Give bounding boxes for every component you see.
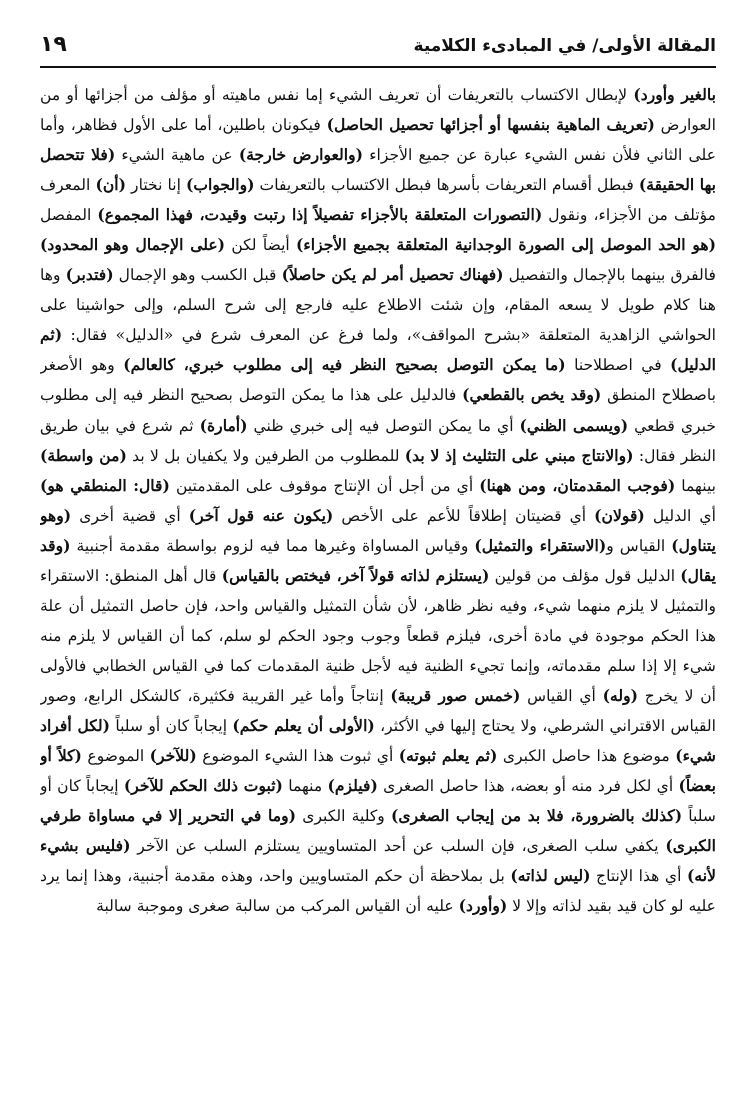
matn-text-segment: (يكون عنه قول آخر): [188, 505, 334, 525]
matn-text-segment: (كذلك بالضرورة، فلا بد من إيجاب الصغرى): [391, 806, 683, 826]
matn-text-segment: (وقد يخص بالقطعي): [462, 385, 602, 405]
commentary-text-segment: إنا نختار: [126, 176, 186, 195]
matn-text-segment: (الأولى أن يعلم حكم): [232, 715, 375, 735]
page-header: [40, 28, 716, 62]
matn-text-segment: (التصورات المتعلقة بالأجزاء تفصيلاً إذا رتبت وقيدت، فهذا المجموع): [97, 205, 543, 225]
matn-text-segment: (ثبوت ذلك الحكم للآخر): [123, 776, 283, 796]
commentary-text-segment: المفصل: [40, 206, 98, 225]
commentary-text-segment: عن ماهية الشيء: [115, 146, 239, 165]
commentary-text-segment: موضوع هذا حاصل الكبرى: [497, 747, 676, 766]
commentary-text-segment: عليه أن القياس المركب من سالبة صغرى وموجبة سالبة: [96, 897, 459, 916]
matn-text-segment: (وقد يقال): [40, 535, 716, 585]
matn-text-segment: (فليس بشيء لأنه): [40, 836, 716, 886]
commentary-text-segment: ثم شرع في بيان طريق النظر فقال:: [40, 416, 716, 465]
matn-text-segment: (لكل أفراد شيء): [40, 715, 716, 766]
matn-text-segment: (يستلزم لذاته قولاً آخر، فيختص بالقياس): [221, 565, 490, 585]
commentary-text-segment: أي هذا الإنتاج: [590, 867, 687, 886]
matn-text-segment: (للآخر): [149, 746, 197, 766]
commentary-text-segment: في اصطلاحنا: [565, 356, 671, 375]
commentary-text-segment: بل بملاحظة أن حكم المتساويين واحد، وهذه مقدمة أجنبية، وهذا إنما يرد عليه لو كان قيد بقيد لذاته وإلا لا: [40, 867, 716, 916]
commentary-text-segment: وقياس المساواة وغيرها مما فيه لزوم بواسطة مقدمة أجنبية: [70, 536, 475, 555]
commentary-text-segment: المعرف مؤتلف من الأجزاء، ونقول: [40, 176, 716, 225]
header-rule: [40, 66, 716, 68]
commentary-text-segment: وها هنا كلام طويل لا يسعه المقام، وإن شئت الاطلاع عليه فارجع إلى شرح السلم، وإلى حواشينا على الحواشي الزاهدية المتعلقة «بشرح المواقف»، ولما فرغ عن المعرف شرع في «الدليل» فقال:: [40, 266, 716, 345]
matn-text-segment: (على الإجمال وهو المحدود): [40, 235, 226, 255]
commentary-text-segment: لإبطال الاكتساب بالتعريفات أن تعريف الشيء إما نفس ماهيته أو مؤلف من أجزائها أو من العوارض: [40, 86, 716, 135]
commentary-text-segment: إنتاجاً وأما غير القريبة فكثيرة، كالشكل الرابع، وصور القياس الاقتراني الشرطي، ولا يحتاج إليها في الأكثر،: [40, 686, 716, 735]
matn-text-segment: (كلاً أو بعضاً): [40, 746, 716, 796]
matn-text-segment: (والعوارض خارجة): [238, 145, 364, 165]
commentary-text-segment: منهما: [282, 777, 328, 796]
matn-text-segment: (وأورد): [458, 896, 508, 916]
matn-text-segment: (فوجب المقدمتان، ومن ههنا): [479, 475, 676, 495]
commentary-text-segment: قال أهل المنطق: الاستقراء والتمثيل لا يلزم منهما شيء، وفيه نظر ظاهر، لأن شأن التمثيل والقياس واحد، فإن حاصل التمثيل أن علة هذا الحكم موجودة في مادة أخرى، فيلزم قطعاً وجوب وجود الحكم لو سلم، كما أن القياس لا يلزم منه شيء إلا إذا سلم مقدماته، وإنما تجيء الظنية فيه لأجل ظنية المقدمات كما في القياس الخطابي فالأولى أن لا يخرج: [40, 566, 716, 705]
matn-text-segment: (ليس لذاته): [510, 866, 591, 886]
commentary-text-segment: أي القياس: [520, 686, 603, 705]
commentary-text-segment: الدليل قول مؤلف من قولين: [489, 566, 681, 585]
commentary-text-segment: أي الدليل: [644, 506, 716, 525]
matn-text-segment: (أن): [95, 175, 126, 195]
commentary-text-segment: أي ثبوت هذا الشيء الموضوع: [196, 747, 399, 766]
matn-text-segment: (ويسمى الظني): [519, 415, 629, 435]
commentary-text-segment: أي قضيتان إطلاقاً للأعم على الأخص: [333, 506, 595, 525]
matn-text-segment: (ما يمكن التوصل بصحيح النظر فيه إلى مطلوب خبري، كالعالم): [123, 355, 566, 375]
commentary-text-segment: فالدليل على هذا ما يمكن التوصل بصحيح النظر فيه إلى مطلوب خبري قطعي: [40, 386, 716, 435]
commentary-text-segment: قبل الكسب وهو الإجمال: [113, 266, 282, 285]
matn-text-segment: (فتدبر): [65, 265, 114, 285]
matn-text-segment: (والانتاج مبني على التثليث إذ لا بد): [404, 445, 634, 465]
commentary-text-segment: أيضاً لكن: [225, 236, 297, 255]
commentary-text-segment: إيجاباً كان أو سلباً: [40, 777, 716, 826]
commentary-text-segment: أي قضية أخرى: [71, 506, 189, 525]
commentary-text-segment: بينهما: [675, 476, 716, 495]
commentary-text-segment: إيجاباً كان أو سلباً: [110, 716, 233, 735]
matn-text-segment: (ثم الدليل): [40, 325, 716, 375]
commentary-text-segment: وهو الأصغر باصطلاح المنطق: [40, 356, 716, 405]
commentary-text-segment: القياس و: [606, 536, 672, 555]
matn-text-segment: (من واسطة): [40, 445, 127, 465]
matn-text-segment: (خمس صور قريبة): [390, 685, 521, 705]
commentary-text-segment: أي لكل فرد منه أو بعضه، هذا حاصل الصغرى: [377, 777, 679, 796]
commentary-text-segment: فبطل أقسام التعريفات بأسرها فبطل الاكتساب بالتعريفات: [254, 176, 639, 195]
matn-text-segment: (فهناك تحصيل أمر لم يكن حاصلاً): [281, 265, 504, 285]
matn-text-segment: (قال: المنطقي هو): [40, 475, 170, 495]
body-paragraph: [40, 80, 716, 1071]
matn-text-segment: (تعريف الماهية بنفسها أو أجزائها تحصيل الحاصل): [326, 115, 655, 135]
matn-text-segment: (وما في التحرير إلا في مساواة طرفي الكبرى): [40, 806, 716, 856]
matn-text-segment: (الاستقراء والتمثيل): [474, 535, 607, 555]
matn-text-segment: (ثم يعلم ثبوته): [398, 746, 498, 766]
matn-text-segment: (وله): [602, 685, 639, 705]
commentary-text-segment: وكلية الكبرى: [296, 807, 392, 826]
commentary-text-segment: فيكونان باطلين، أما على الأول فظاهر، وأما على الثاني فلأن نفس الشيء عبارة عن جميع الأجزاء: [40, 116, 716, 165]
matn-text-segment: (وهو يتناول): [40, 505, 716, 555]
commentary-text-segment: الموضوع: [81, 747, 150, 766]
commentary-text-segment: أي من أجل أن الإنتاج موقوف على المقدمتين: [169, 476, 480, 495]
matn-text-segment: بالغير وأورد): [633, 85, 716, 104]
matn-text-segment: (هو الحد الموصل إلى الصورة الوجدانية المتعلقة بجميع الأجزاء): [296, 235, 716, 255]
matn-text-segment: (فيلزم): [327, 776, 378, 796]
matn-text-segment: (فلا تتحصل بها الحقيقة): [40, 145, 716, 195]
running-title: المقالة الأولى/ في المبادىء الكلامية: [413, 36, 716, 56]
commentary-text-segment: يكفي سلب الصغرى، فإن السلب عن أحد المتساويين يستلزم السلب عن الآخر: [130, 837, 666, 856]
page-number: ١٩: [40, 32, 67, 57]
matn-text-segment: (أمارة): [199, 415, 248, 435]
matn-text-segment: (قولان): [594, 505, 645, 525]
commentary-text-segment: فالفرق بينهما بالإجمال والتفصيل: [503, 266, 716, 285]
commentary-text-segment: أي ما يمكن التوصل فيه إلى خبري ظني: [247, 416, 520, 435]
matn-text-segment: (والجواب): [185, 175, 255, 195]
commentary-text-segment: للمطلوب من الطرفين ولا يكفيان بل لا بد: [126, 446, 405, 465]
